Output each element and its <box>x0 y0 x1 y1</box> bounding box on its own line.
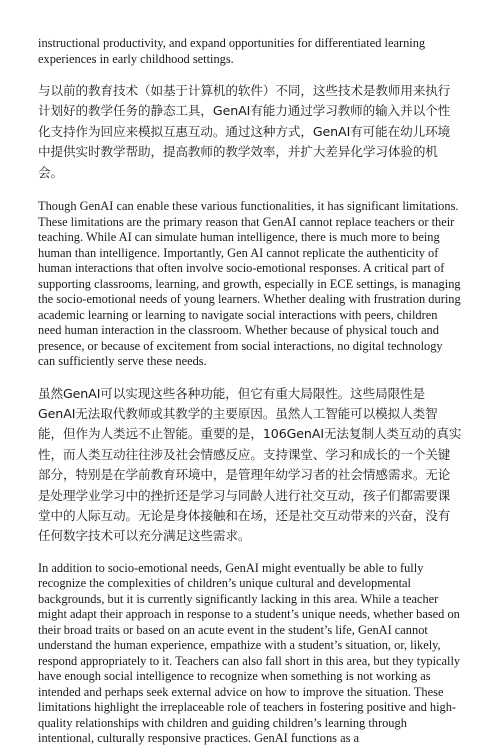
paragraph-english-limitations: Though GenAI can enable these various functionalities, it has significant limitations. These limitations are the primary reason that GenAI cannot replace teachers or their teaching. While AI can simulate human intelligence, there is much more to being human than intelligence. Importantly, Gen AI cannot replicate the authenticity of human interactions that often involve socio-emotional responses. A critical part of supporting classrooms, learning, and growth, especially in ECE settings, is managing the socio-emotional needs of young learners. Whether dealing with frustration during academic learning or learning to navigate social interactions with peers, children need human interaction in the classroom. Whether because of physical touch and presence, or because of excitement from social interactions, no digital technology can sufficiently serve these needs. <box>38 199 461 369</box>
paragraph-chinese-translation-1: 与以前的教育技术（如基于计算机的软件）不同，这些技术是教师用来执行计划好的教学任务的静态工具，GenAI有能力通过学习教师的输入并以个性化支持作为回应来模拟互惠互动。通过这种方式，GenAI有可能在幼儿环境中提供实时教学帮助，提高教师的教学效率，并扩大差异化学习体验的机会。 <box>38 83 451 180</box>
paragraph-english-continuation: instructional productivity, and expand opportunities for differentiated learning experiences in early childhood settings. <box>38 36 426 66</box>
paragraph-chinese-translation-2: 虽然GenAI可以实现这些各种功能，但它有重大局限性。这些局限性是GenAI无法取代教师或其教学的主要原因。虽然人工智能可以模拟人类智能，但作为人类远不止智能。重要的是，106GenAI无法复制人类互动的真实性，而人类互动往往涉及社会情感反应。支持课堂、学习和成长的一个关键部分，特别是在学前教育环境中，是管理年幼学习者的社会情感需求。无论是处理学业学习中的挫折还是学习与同龄人进行社交互动，孩子们都需要课堂中的人际互动。无论是身体接触和在场，还是社交互动带来的兴奋，没有任何数字技术可以充分满足这些需求。 <box>38 385 462 544</box>
paragraph-english-socio-emotional: In addition to socio-emotional needs, GenAI might eventually be able to fully recognize the complexities of children’s unique cultural and developmental backgrounds, but it is currently significantly lacking in this area. While a teacher might adapt their approach in response to a student’s unique needs, whether based on their broad traits or based on an acute event in the student’s life, GenAI cannot understand the human experience, empathize with a student’s situation, or, likely, respond appropriately to it. Teachers can also fall short in this area, but they typically have enough social intelligence to recognize when something is not working as intended and perhaps seek external advice on how to improve the situation. These limitations highlight the irreplaceable role of teachers in fostering positive and high-quality relationships with children and guiding children’s learning through intentional, culturally responsive practices. GenAI functions as a <box>38 560 461 746</box>
